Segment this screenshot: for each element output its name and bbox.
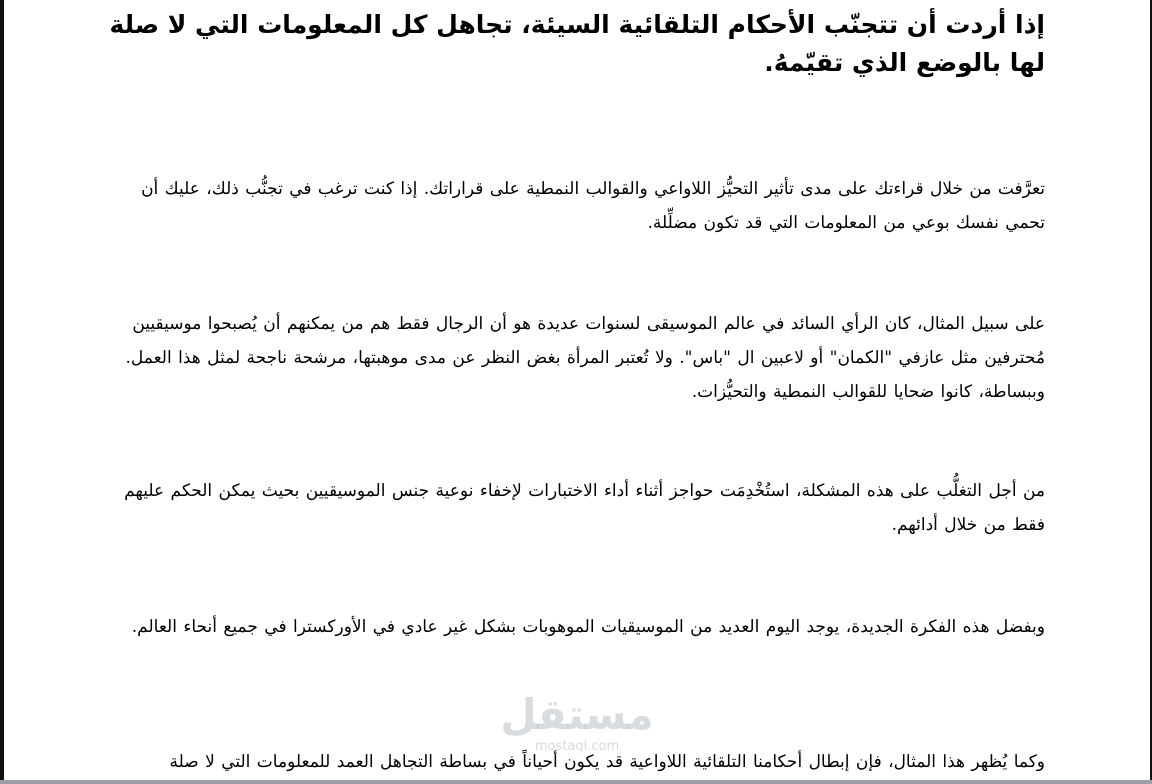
watermark-domain-text: mostaql.com bbox=[534, 739, 620, 754]
paragraph-3: من أجل التغلُّب على هذه المشكلة، استُخْدِمَت حواجز أثناء أداء الاختبارات لإخفاء نوعية جنس الموسيقيين بحيث يمكن الحكم عليهم فقط من خلال أدائهم. bbox=[124, 481, 1045, 535]
paragraph-5: وكما يُظهر هذا المثال، فإن إبطال أحكامنا التلقائية اللاواعية قد يكون أحياناً في بساطة التجاهل العمد للمعلومات التي لا صلة bbox=[169, 752, 1045, 772]
page-left-border bbox=[0, 0, 4, 784]
paragraph-1: تعرَّفت من خلال قراءتك على مدى تأثير التحيُّز اللاواعي والقوالب النمطية على قراراتك. إذا كنت ترغب في تجنُّب ذلك، عليك أن تحمي نفسك بوعي من المعلومات التي قد تكون مضلِّلة. bbox=[141, 179, 1045, 233]
paragraph-4: وبفضل هذه الفكرة الجديدة، يوجد اليوم العديد من الموسيقيات الموهوبات بشكل غير عادي في الأوركسترا في جميع أنحاء العالم. bbox=[131, 617, 1045, 637]
document-heading: إذا أردت أن تتجنّب الأحكام التلقائية السيئة، تجاهل كل المعلومات التي لا صلة لها بالوضع الذي تقيّمهُ. bbox=[109, 10, 1045, 77]
paragraph-2: على سبيل المثال، كان الرأي السائد في عالم الموسيقى لسنوات عديدة هو أن الرجال فقط هم من يمكنهم أن يُصبحوا موسيقيين مُحترفين مثل عازفي "الكمان" أو لاعبين ال "باس". ولا تُعتبر المرأة بغض النظر عن مدى موهبتها، مرشحة ناجحة لمثل هذا العمل. وببساطة، كانوا ضحايا للقوالب النمطية والتحيُّزات. bbox=[125, 314, 1045, 402]
page-bottom-border bbox=[0, 780, 1152, 784]
watermark-logo-text: مستقل bbox=[500, 690, 654, 739]
